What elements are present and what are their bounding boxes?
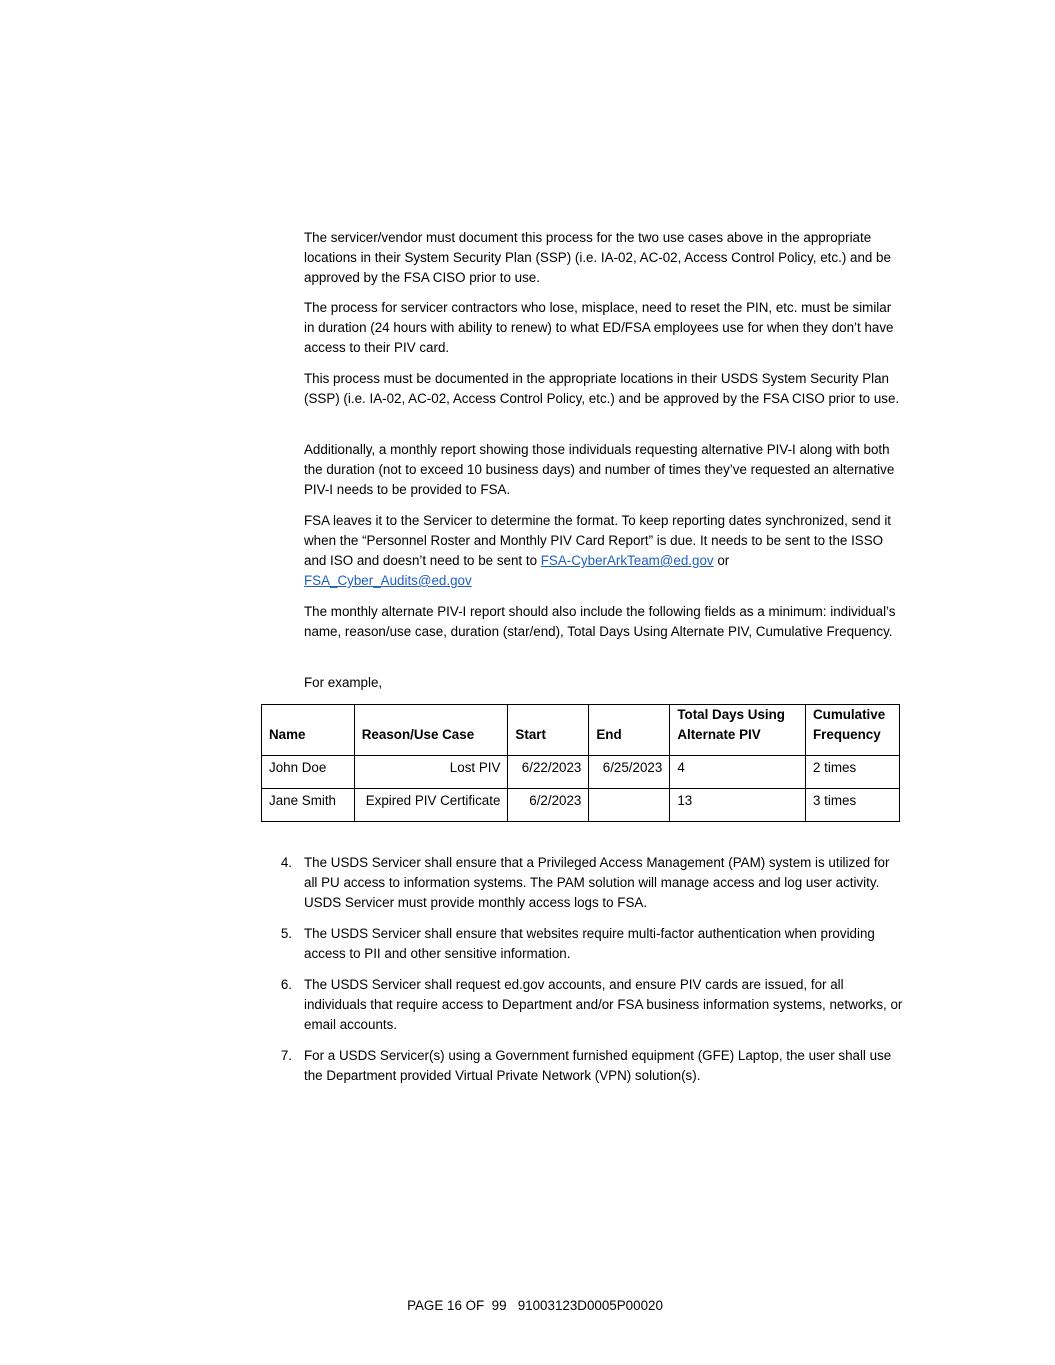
list-item-number: 5.	[280, 926, 292, 941]
paragraph-monthly-report: Additionally, a monthly report showing those individuals requesting alternative PIV-I along with both the duration (not to exceed 10 business days) and number of times they’ve requested an alternative PIV-I needs to be provided to FSA.	[304, 442, 895, 497]
list-item-text: The USDS Servicer shall ensure that a Privileged Access Management (PAM) system is utilized for all PU access to information systems. The PAM solution will manage access and log user activity. USDS Servicer must provide monthly access logs to FSA.	[304, 855, 890, 910]
list-item-number: 4.	[280, 855, 292, 870]
header-total-days: Total Days Using Alternate PIV	[670, 705, 806, 756]
list-item	[270, 1046, 904, 1086]
header-name: Name	[262, 705, 355, 756]
cell-reason: Expired PIV Certificate	[354, 789, 508, 822]
example-report-table	[261, 704, 900, 822]
page-footer: PAGE 16 OF 99 91003123D0005P00020	[407, 1298, 663, 1313]
header-start: Start	[508, 705, 589, 756]
table-row	[262, 756, 900, 789]
list-item-text: The USDS Servicer shall request ed.gov accounts, and ensure PIV cards are issued, for all individuals that require access to Department and/or FSA business information systems, networks, or email accounts.	[304, 977, 903, 1032]
paragraph-report-format	[304, 511, 904, 591]
list-item-text: The USDS Servicer shall ensure that websites require multi-factor authentication when providing access to PII and other sensitive information.	[304, 926, 875, 961]
cell-name: John Doe	[262, 756, 355, 789]
paragraph-usds-ssp: This process must be documented in the appropriate locations in their USDS System Security Plan (SSP) (i.e. IA-02, AC-02, Access Control Policy, etc.) and be approved by the FSA CISO prior to use.	[304, 371, 900, 406]
list-item-text: For a USDS Servicer(s) using a Government furnished equipment (GFE) Laptop, the user shall use the Department provided Virtual Private Network (VPN) solution(s).	[304, 1048, 892, 1083]
cell-start: 6/2/2023	[508, 789, 589, 822]
or-text: or	[713, 553, 730, 568]
cell-total-days: 4	[670, 756, 806, 789]
paragraph-ssp-documentation: The servicer/vendor must document this process for the two use cases above in the appropriate locations in their System Security Plan (SSP) (i.e. IA-02, AC-02, Access Control Policy, etc.) and be approved by the FSA CISO prior to use.	[304, 230, 891, 285]
list-item	[270, 853, 904, 913]
cell-total-days: 13	[670, 789, 806, 822]
header-end: End	[589, 705, 670, 756]
paragraph-for-example: For example,	[304, 675, 383, 690]
table-row	[262, 789, 900, 822]
cell-end: 6/25/2023	[589, 756, 670, 789]
cell-reason: Lost PIV	[354, 756, 508, 789]
paragraph-contractor-process: The process for servicer contractors who lose, misplace, need to reset the PIN, etc. must be similar in duration (24 hours with ability to renew) to what ED/FSA employees use for when they don’t have access to their PIV card.	[304, 300, 894, 355]
cell-frequency: 2 times	[805, 756, 899, 789]
cell-frequency: 3 times	[805, 789, 899, 822]
cyberark-email-link[interactable]: FSA-CyberArkTeam@ed.gov	[540, 553, 714, 568]
header-reason: Reason/Use Case	[354, 705, 508, 756]
list-item-number: 6.	[280, 977, 292, 992]
cyber-audits-email-link[interactable]: FSA_Cyber_Audits@ed.gov	[304, 573, 472, 588]
cell-name: Jane Smith	[262, 789, 355, 822]
header-frequency: Cumulative Frequency	[805, 705, 899, 756]
table-header-row	[262, 705, 900, 756]
list-item	[270, 975, 904, 1035]
list-item-number: 7.	[280, 1048, 292, 1063]
list-item	[270, 924, 904, 964]
paragraph-report-fields: The monthly alternate PIV-I report should also include the following fields as a minimum: individual’s name, reason/use case, duration (star/end), Total Days Using Alternate PIV, Cumulative Frequency.	[304, 604, 896, 639]
cell-end	[589, 789, 670, 822]
paragraph-report-format-text: FSA leaves it to the Servicer to determine the format. To keep reporting dates synchronized, send it when the “Personnel Roster and Monthly PIV Card Report” is due. It needs to be sent to the ISSO and ISO and doesn’t need to be sent to	[304, 513, 892, 568]
cell-start: 6/22/2023	[508, 756, 589, 789]
